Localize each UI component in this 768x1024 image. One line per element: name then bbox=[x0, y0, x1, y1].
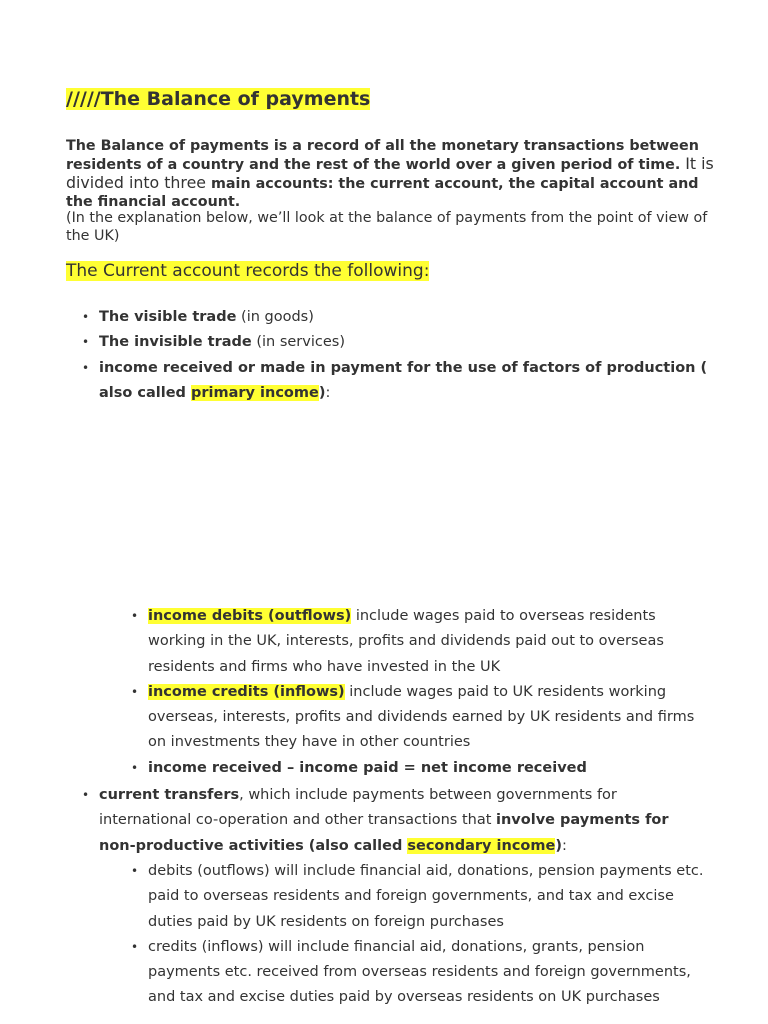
list-item bbox=[82, 330, 709, 355]
net-income-formula: income received – income paid = net income received bbox=[148, 759, 587, 776]
list-item bbox=[131, 680, 708, 756]
current-account-list bbox=[82, 305, 709, 406]
intro-paragraph bbox=[66, 137, 716, 211]
item-text: (in services) bbox=[251, 334, 345, 351]
item-text: (in goods) bbox=[236, 309, 314, 325]
list-item bbox=[82, 356, 709, 407]
item-text: , which include payments between governments for international co-operation and other transactions that bbox=[99, 787, 617, 829]
bullet-icon: • bbox=[82, 788, 90, 802]
item-bold-close: ) bbox=[318, 384, 326, 401]
item-text: : bbox=[561, 837, 567, 854]
bullet-icon: • bbox=[131, 684, 139, 699]
item-bold-text: The visible trade bbox=[99, 309, 237, 325]
primary-income-sublist bbox=[131, 604, 708, 781]
item-bold-text: income received or made in payment for the use of factors of production ( also called bbox=[99, 359, 708, 401]
list-item bbox=[82, 305, 709, 330]
bullet-icon: • bbox=[131, 864, 139, 878]
bullet-icon: • bbox=[82, 335, 90, 350]
title-highlight: /////The Balance of payments bbox=[66, 88, 371, 110]
list-item bbox=[82, 783, 709, 859]
list-item bbox=[131, 756, 708, 781]
list-item bbox=[131, 604, 708, 680]
item-text: include wages paid to UK residents working overseas, interests, profits and dividends earned by UK residents and firms on investments they have in other countries bbox=[148, 683, 695, 751]
item-text: : bbox=[325, 384, 331, 401]
bullet-icon: • bbox=[82, 310, 90, 324]
list-item bbox=[131, 859, 708, 935]
page-title bbox=[66, 86, 370, 112]
intro-note: (In the explanation below, we’ll look at the balance of payments from the point of view of the UK) bbox=[66, 210, 708, 244]
item-bold-close: ) bbox=[555, 837, 562, 854]
bullet-icon: • bbox=[131, 760, 139, 775]
item-bold-text: The invisible trade bbox=[99, 334, 252, 351]
list-item bbox=[131, 935, 708, 1011]
item-text: include wages paid to overseas residents working in the UK, interests, profits and dividends paid out to overseas residents and firms who have invested in the UK bbox=[148, 608, 664, 675]
item-bold-text: involve payments for non-productive activities (also called bbox=[99, 812, 669, 854]
secondary-income-highlight: secondary income bbox=[407, 837, 556, 854]
secondary-income-sublist bbox=[131, 859, 708, 1011]
bullet-icon: • bbox=[82, 360, 90, 375]
income-debits-highlight: income debits (outflows) bbox=[148, 608, 352, 624]
income-credits-highlight: income credits (inflows) bbox=[148, 683, 345, 700]
current-account-heading-text: The Current account records the following: bbox=[66, 261, 430, 281]
current-account-heading bbox=[66, 259, 429, 283]
item-text: credits (inflows) will include financial aid, donations, grants, pension payments etc. received from overseas residents and foreign governments, and tax and excise duties paid by overseas residents on UK purchases bbox=[148, 938, 691, 1006]
current-transfers-list bbox=[82, 783, 709, 859]
intro-text-3: main accounts: the current account, the capital account and the financial account. bbox=[66, 176, 699, 210]
intro-text-1: The Balance of payments is a record of all the monetary transactions between residents of a country and the rest of the world over a given period of time. bbox=[66, 138, 699, 173]
intro-text-2: It is divided into three bbox=[66, 154, 714, 192]
bullet-icon: • bbox=[131, 939, 139, 954]
bullet-icon: • bbox=[131, 609, 139, 623]
item-text: debits (outflows) will include financial aid, donations, pension payments etc. paid to overseas residents and foreign governments, and tax and excise duties paid by UK residents on foreign purchases bbox=[148, 863, 704, 930]
item-bold-text: current transfers bbox=[99, 787, 240, 803]
primary-income-highlight: primary income bbox=[190, 384, 319, 401]
